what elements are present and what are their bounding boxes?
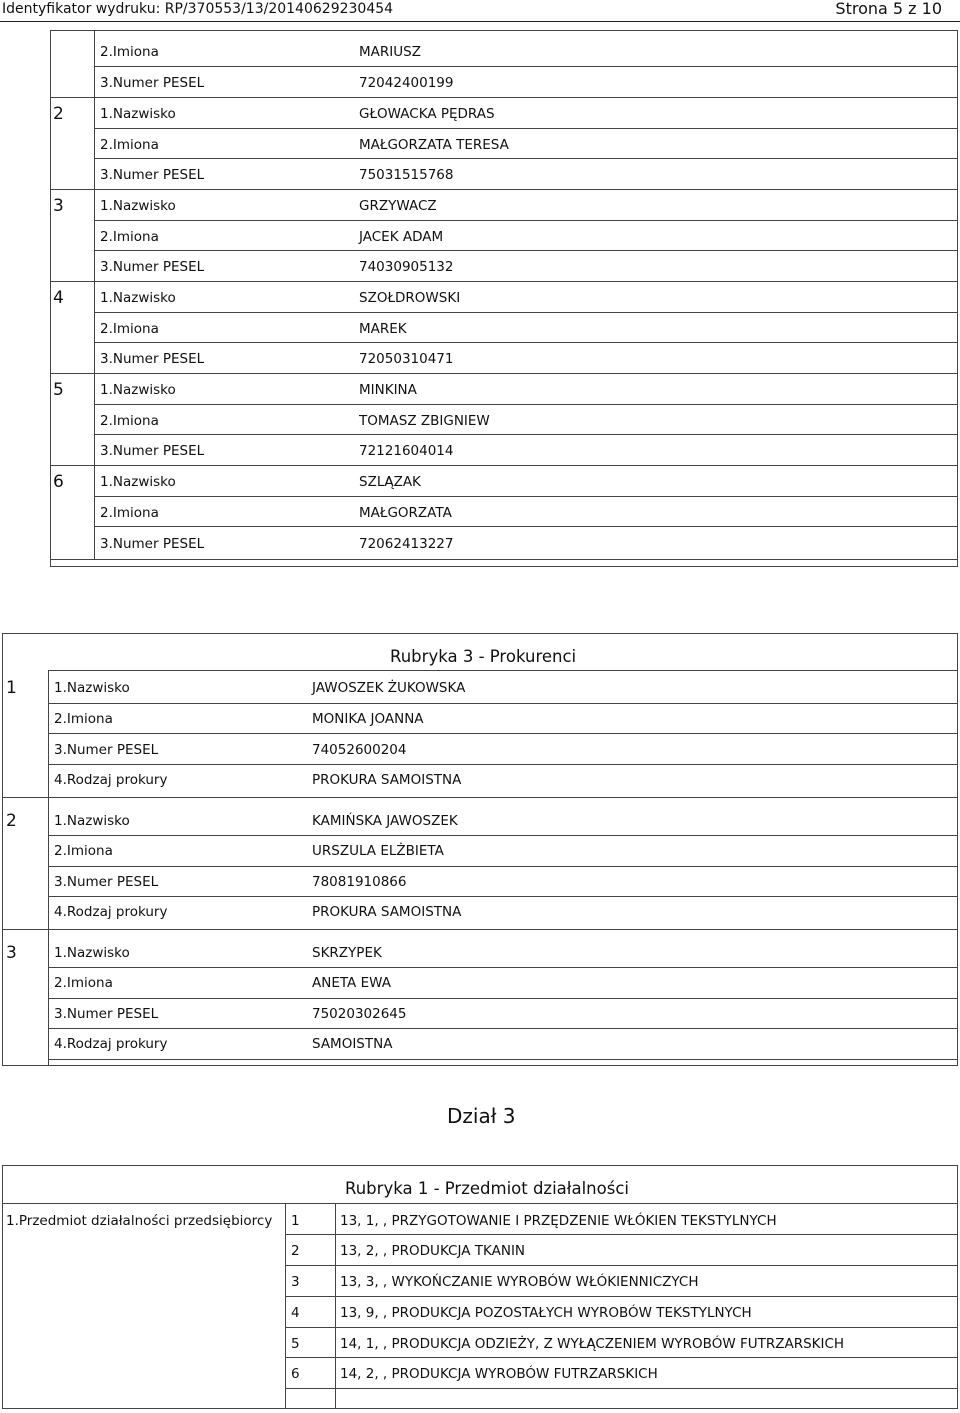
field-value: URSZULA ELŻBIETA [312,843,444,859]
entry-number: 2 [6,811,17,831]
field-value: 75031515768 [359,167,454,183]
field-label: 4.Rodzaj prokury [54,1036,168,1052]
print-header [0,0,960,22]
entry-number: 3 [53,196,64,216]
row-number: 2 [291,1243,300,1259]
print-identifier: Identyfikator wydruku: RP/370553/13/20140629230454 [2,1,394,17]
field-value: SZOŁDROWSKI [359,290,461,306]
entry-number: 1 [6,678,17,698]
field-value: 75020302645 [312,1006,407,1022]
field-value: JACEK ADAM [359,229,444,245]
field-value: 78081910866 [312,874,407,890]
field-label: 2.Imiona [100,44,159,60]
field-value: JAWOSZEK ŻUKOWSKA [312,680,466,696]
field-value: MAŁGORZATA [359,505,452,521]
field-label: 3.Numer PESEL [54,742,159,758]
activity-code: 13, 1, , PRZYGOTOWANIE I PRZĘDZENIE WŁÓKIEN TEKSTYLNYCH [340,1213,777,1229]
field-value: 72121604014 [359,443,454,459]
field-label: 3.Numer PESEL [54,1006,159,1022]
field-value: 74052600204 [312,742,407,758]
field-label: 2.Imiona [54,975,113,991]
field-label: 2.Imiona [100,137,159,153]
entry-number: 2 [53,104,64,124]
field-label: 4.Rodzaj prokury [54,904,168,920]
field-label: 3.Numer PESEL [100,443,205,459]
field-value: PROKURA SAMOISTNA [312,904,462,920]
field-value: MONIKA JOANNA [312,711,424,727]
field-value: GRZYWACZ [359,198,437,214]
field-value: MAŁGORZATA TERESA [359,137,509,153]
entry-number: 4 [53,288,64,308]
entry-number: 5 [53,380,64,400]
field-value: ANETA EWA [312,975,391,991]
page-number: Strona 5 z 10 [835,0,942,18]
section-title: Rubryka 3 - Prokurenci [390,647,577,666]
field-label: 1.Nazwisko [54,813,130,829]
field-label: 3.Numer PESEL [100,167,205,183]
activity-code: 14, 1, , PRODUKCJA ODZIEŻY, Z WYŁĄCZENIEM WYROBÓW FUTRZARSKICH [340,1336,845,1352]
field-label: 1.Przedmiot działalności przedsiębiorcy [6,1213,273,1229]
entry-number: 6 [53,472,64,492]
field-value: MINKINA [359,382,417,398]
field-value: 72042400199 [359,75,454,91]
field-label: 2.Imiona [100,413,159,429]
field-label: 4.Rodzaj prokury [54,772,168,788]
row-number: 3 [291,1274,300,1290]
field-label: 3.Numer PESEL [100,536,205,552]
field-value: KAMIŃSKA JAWOSZEK [312,813,458,829]
field-value: 72050310471 [359,351,454,367]
field-label: 1.Nazwisko [100,474,176,490]
field-label: 1.Nazwisko [54,945,130,961]
field-label: 1.Nazwisko [100,290,176,306]
field-value: SKRZYPEK [312,945,382,961]
activity-code: 14, 2, , PRODUKCJA WYROBÓW FUTRZARSKICH [340,1366,658,1382]
section-title: Rubryka 1 - Przedmiot działalności [345,1179,629,1198]
field-label: 3.Numer PESEL [100,259,205,275]
prokurenci-frame [2,633,958,1066]
field-label: 1.Nazwisko [100,106,176,122]
field-label: 1.Nazwisko [54,680,130,696]
field-label: 2.Imiona [100,321,159,337]
row-number: 1 [291,1213,300,1229]
field-label: 2.Imiona [54,843,113,859]
field-value: PROKURA SAMOISTNA [312,772,462,788]
field-value: MARIUSZ [359,44,421,60]
field-value: 74030905132 [359,259,454,275]
activity-code: 13, 9, , PRODUKCJA POZOSTAŁYCH WYROBÓW TEKSTYLNYCH [340,1305,752,1321]
row-number: 5 [291,1336,300,1352]
field-value: TOMASZ ZBIGNIEW [359,413,490,429]
row-number: 4 [291,1305,300,1321]
shareholders-frame [50,30,958,567]
section-heading: Dział 3 [447,1104,516,1128]
entry-number: 3 [6,943,17,963]
field-label: 2.Imiona [100,229,159,245]
field-label: 1.Nazwisko [100,198,176,214]
field-value: GŁOWACKA PĘDRAS [359,106,495,122]
field-value: SZLĄZAK [359,474,421,490]
field-label: 2.Imiona [100,505,159,521]
field-label: 3.Numer PESEL [100,351,205,367]
field-value: SAMOISTNA [312,1036,393,1052]
activity-code: 13, 2, , PRODUKCJA TKANIN [340,1243,526,1259]
field-label: 3.Numer PESEL [54,874,159,890]
header-divider [0,21,960,22]
field-label: 1.Nazwisko [100,382,176,398]
row-number: 6 [291,1366,300,1382]
field-value: 72062413227 [359,536,454,552]
activity-code: 13, 3, , WYKOŃCZANIE WYROBÓW WŁÓKIENNICZYCH [340,1274,699,1290]
field-value: MAREK [359,321,407,337]
field-label: 2.Imiona [54,711,113,727]
field-label: 3.Numer PESEL [100,75,205,91]
